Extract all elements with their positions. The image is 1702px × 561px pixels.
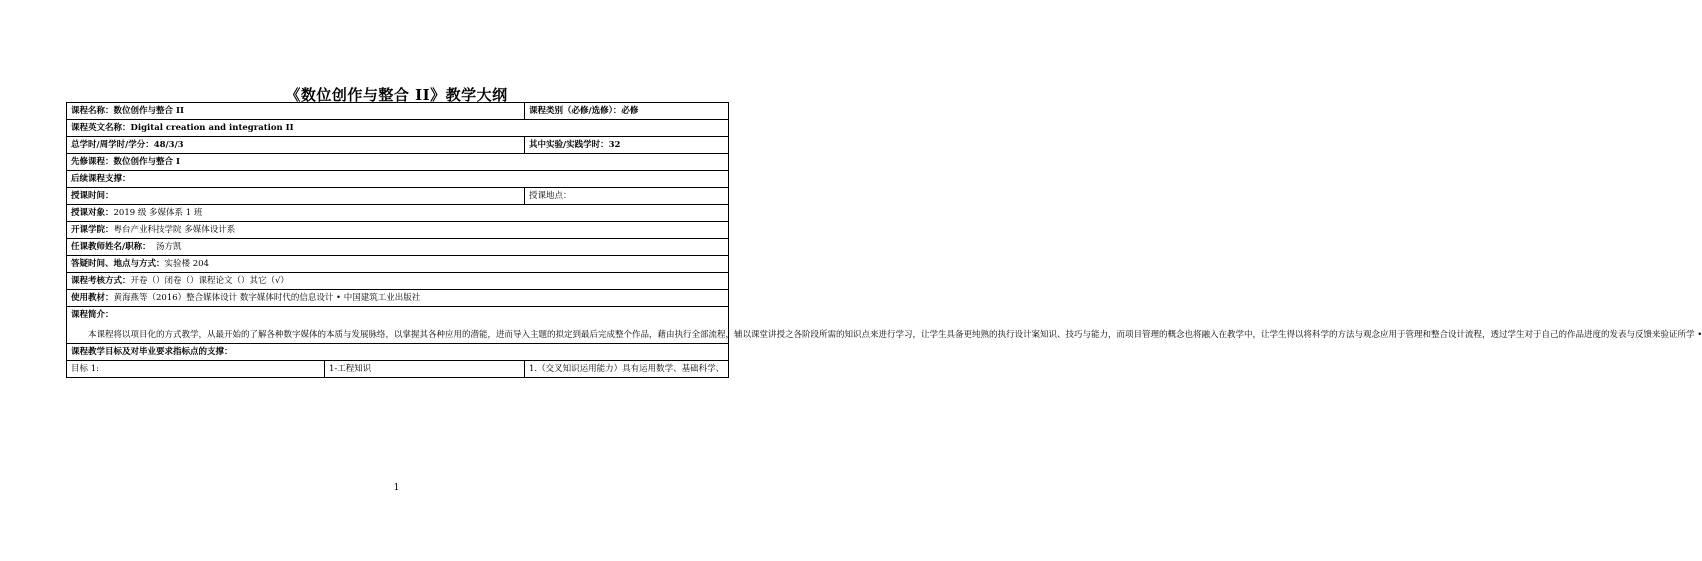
qa-value: 实验楼 204 [164,259,209,269]
textbook-label: 使用教材： [71,293,114,303]
row-goals-head [67,344,729,361]
row-textbook [67,290,729,307]
row-course-name [67,103,729,120]
lab-hours-label: 其中实验/实践学时： [529,140,609,150]
course-type-cell [525,103,729,120]
college-label: 开课学院： [71,225,114,235]
audience-label: 授课对象： [71,208,114,218]
goal-1-label: 目标 1: [71,364,99,374]
english-name-cell [67,120,729,137]
row-qa [67,256,729,273]
textbook-cell [67,290,729,307]
goal-cell [67,361,325,378]
knowledge-cell [325,361,525,378]
course-name-label: 课程名称： [71,106,114,116]
prereq-cell [67,154,729,171]
syllabus-table [66,102,1702,378]
qa-cell [67,256,729,273]
english-name-value: Digital creation and integration II [130,123,294,133]
goal-1-ability: 1.（交叉知识运用能力）具有运用数学、基础科学、 [529,364,725,374]
row-intro [67,307,729,344]
goals-label: 课程教学目标及对毕业要求指标点的支撑： [71,347,233,357]
teacher-value: 汤方凯 [156,242,182,252]
exam-cell [67,273,729,290]
row-goal-1 [67,361,729,378]
prereq-label: 先修课程： [71,157,114,167]
goal-1-knowledge: 1-工程知识 [329,364,372,374]
exam-label: 课程考核方式： [71,276,131,286]
course-type-label: 课程类别（必修/选修）： [529,106,622,116]
intro-cell [67,307,1702,344]
english-name-label: 课程英文名称： [71,123,131,133]
teacher-label: 任课教师姓名/职称： [71,242,151,252]
row-hours [67,137,729,154]
lab-hours-cell [525,137,729,154]
textbook-value: 黄海燕等（2016）整合媒体设计 数字媒体时代的信息设计 • 中国建筑工业出版社 [113,293,421,303]
time-label: 授课时间： [71,191,114,201]
time-cell [67,188,525,205]
hours-label: 总学时/周学时/学分： [71,140,154,150]
hours-cell [67,137,525,154]
row-prereq [67,154,729,171]
intro-label: 课程简介： [71,310,114,320]
row-english-name [67,120,729,137]
audience-value: 2019 级 多媒体系 1 班 [113,208,203,218]
college-cell [67,222,729,239]
course-type-value: 必修 [621,106,639,116]
course-name-value: 数位创作与整合 II [113,106,184,116]
prereq-value: 数位创作与整合 I [113,157,180,167]
college-value: 粤台产业科技学院 多媒体设计系 [113,225,236,235]
row-exam [67,273,729,290]
row-audience [67,205,729,222]
row-college [67,222,729,239]
row-teacher [67,239,729,256]
follow-cell [67,171,729,188]
document-title: 《数位创作与整合 II》教学大纲 [285,86,508,104]
hours-value: 48/3/3 [153,140,184,150]
row-follow [67,171,729,188]
place-cell [525,188,729,205]
qa-label: 答疑时间、地点与方式： [71,259,165,269]
row-time-place [67,188,729,205]
place-label: 授课地点： [529,191,572,201]
teacher-cell [67,239,729,256]
lab-hours-value: 32 [608,140,621,150]
intro-text: 本课程将以项目化的方式教学，从最开始的了解各种数字媒体的本质与发展脉络，以掌握其各种应用的潜能，进而导入主题的拟定到最后完成整个作品，藉由执行全部流程，辅以课堂讲授之各阶段所需的知识点来进行学习，让学生具备更纯熟的执行设计案知识、技巧与能力，而项目管理的概念也将融入在教学中，让学生得以将科学的方法与观念应用于管理和整合设计流程，透过学生对于自己的作品进度的发表与反馈来验证所学 • [88,330,1702,340]
follow-label: 后续课程支撑： [71,174,131,184]
audience-cell [67,205,729,222]
page-number: 1 [393,483,400,493]
course-name-cell [67,103,525,120]
exam-value: 开卷（）闭卷（）课程论文（）其它（√） [130,276,289,286]
goals-head-cell [67,344,729,361]
ability-cell [525,361,729,378]
